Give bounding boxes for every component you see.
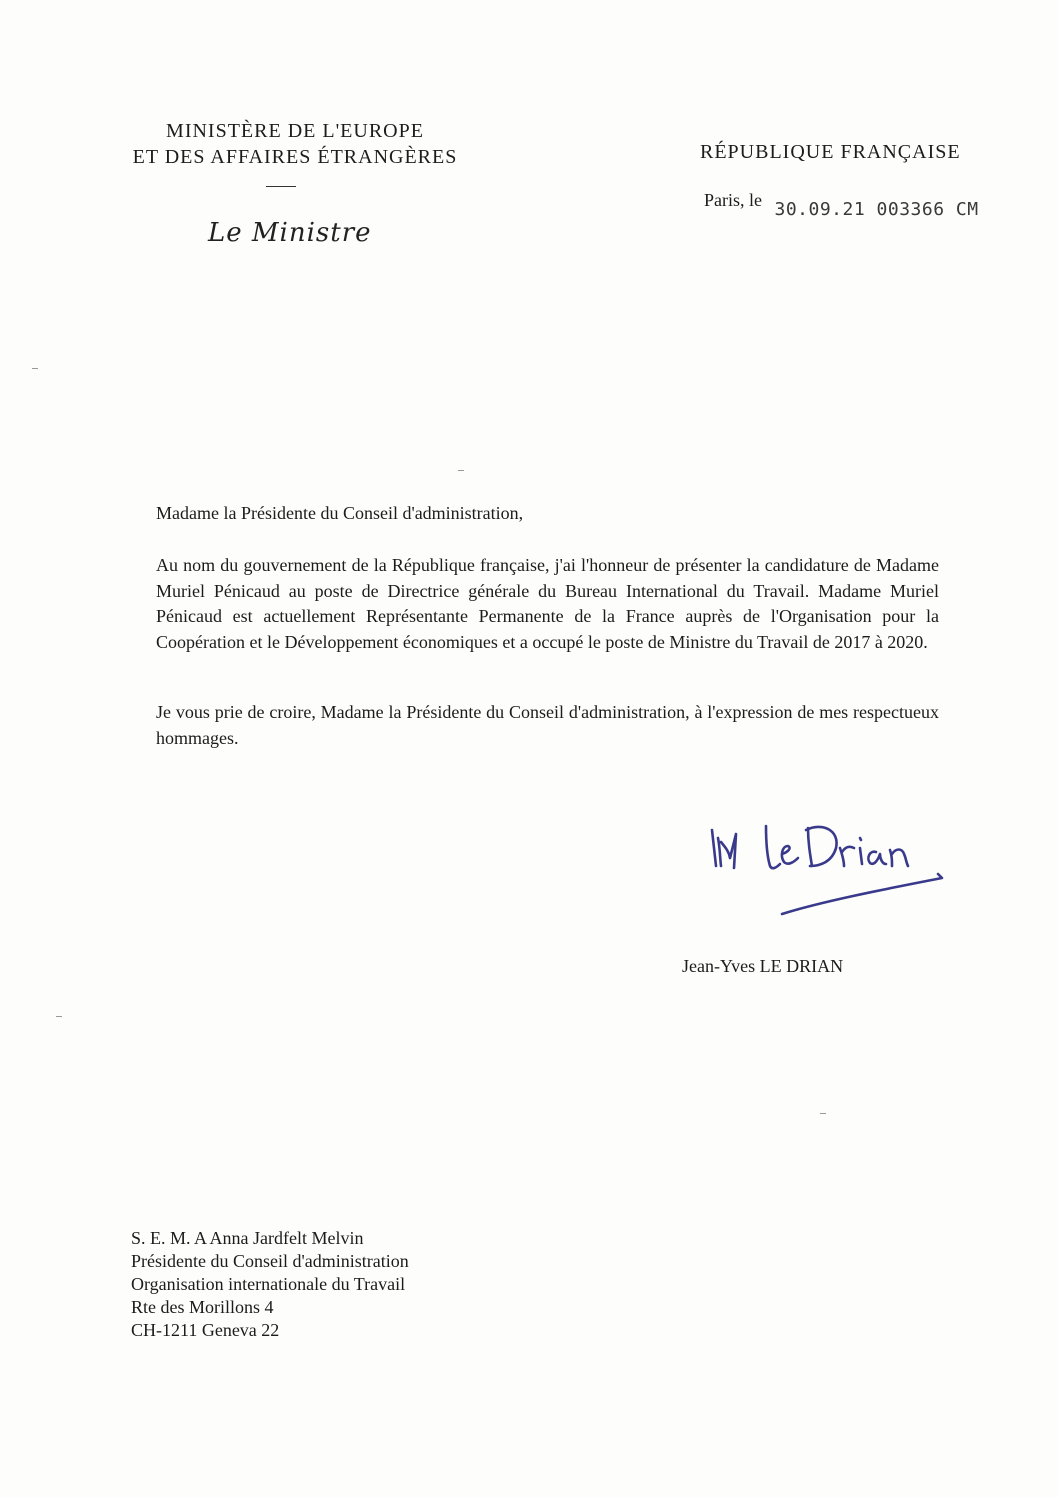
handwritten-signature — [700, 808, 950, 923]
scan-speck — [32, 368, 38, 369]
date-line — [704, 190, 979, 220]
address-line-4: Rte des Morillons 4 — [131, 1297, 274, 1317]
ministry-header — [100, 118, 490, 170]
ministry-line-1: MINISTÈRE DE L'EUROPE — [166, 120, 424, 142]
scan-speck — [56, 1016, 62, 1017]
date-prefix: Paris, le — [704, 190, 762, 210]
recipient-address — [131, 1227, 409, 1342]
ministry-role: Le Ministre — [208, 218, 372, 248]
date-stamp: 30.09.21 003366 CM — [774, 199, 979, 220]
republic-header: RÉPUBLIQUE FRANÇAISE — [700, 141, 961, 163]
body-paragraph-1: Au nom du gouvernement de la République française, j'ai l'honneur de présenter la candidature de Madame Muriel Pénicaud au poste de Directrice générale du Bureau International du Travail. Madame Muriel Pénicaud est actuellement Représentante Permanente de la France auprès de l'Organisation pour la Coopération et le Développement économiques et a occupé le poste de Ministre du Travail de 2017 à 2020. — [156, 555, 939, 652]
scan-speck — [820, 1113, 826, 1114]
signatory-name: Jean-Yves LE DRIAN — [682, 956, 844, 976]
address-line-1: S. E. M. A Anna Jardfelt Melvin — [131, 1228, 364, 1248]
address-line-2: Présidente du Conseil d'administration — [131, 1251, 409, 1271]
salutation: Madame la Présidente du Conseil d'administration, — [156, 503, 524, 523]
body-paragraph-2: Je vous prie de croire, Madame la Présidente du Conseil d'administration, à l'expression de mes respectueux hommages. — [156, 702, 939, 748]
address-line-5: CH-1211 Geneva 22 — [131, 1320, 280, 1340]
scan-speck — [458, 470, 464, 471]
ministry-divider — [266, 186, 296, 187]
ministry-line-2: ET DES AFFAIRES ÉTRANGÈRES — [132, 146, 458, 168]
address-line-3: Organisation internationale du Travail — [131, 1274, 406, 1294]
